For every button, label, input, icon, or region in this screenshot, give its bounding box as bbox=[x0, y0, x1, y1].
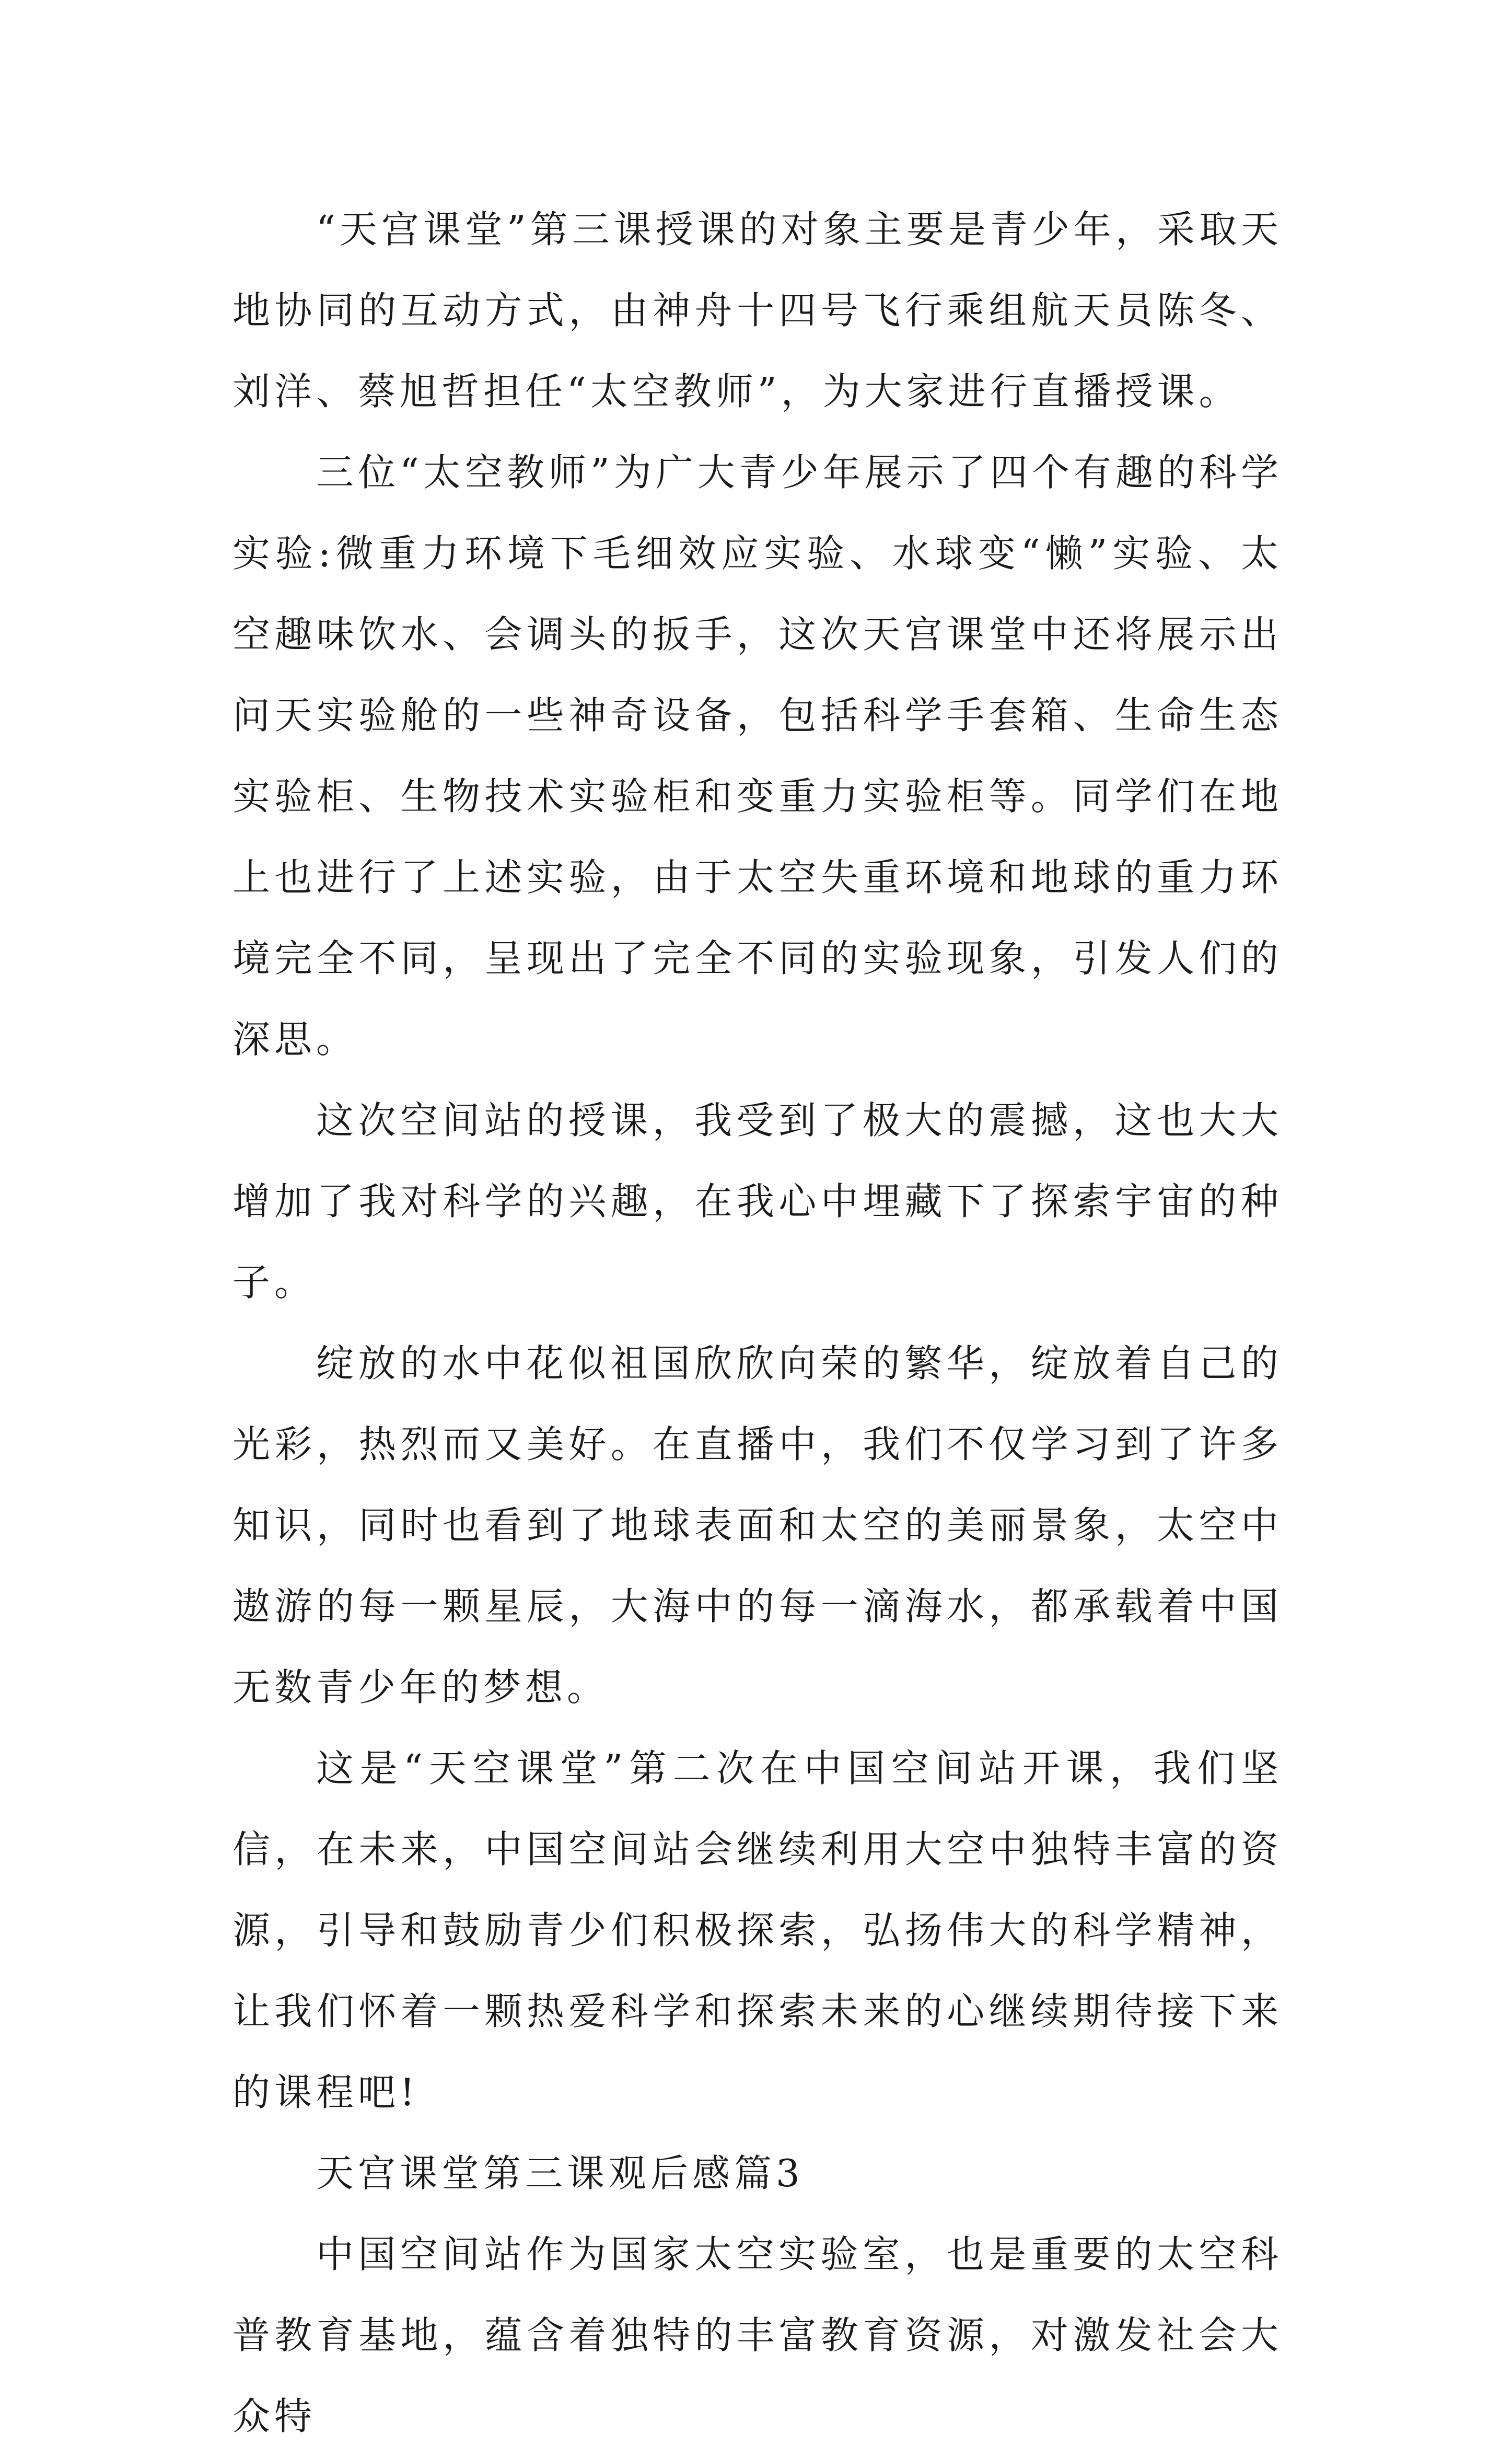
paragraph-6: 中国空间站作为国家太空实验室，也是重要的太空科普教育基地，蕴含着独特的丰富教育资源，对激发社会大众特 bbox=[232, 2232, 1283, 2438]
paragraph-4: 绽放的水中花似祖国欣欣向荣的繁华，绽放着自己的光彩，热烈而又美好。在直播中，我们不仅学习到了许多知识，同时也看到了地球表面和太空的美丽景象，太空中遨游的每一颗星辰，大海中的每一滴海水，都承载着中国无数青少年的梦想。 bbox=[232, 1341, 1283, 1709]
paragraph-3: 这次空间站的授课，我受到了极大的震撼，这也大大增加了我对科学的兴趣，在我心中埋藏下了探索宇宙的种子。 bbox=[232, 1098, 1283, 1304]
section-heading: 天宫课堂第三课观后感篇3 bbox=[316, 2151, 804, 2195]
paragraph-1: “天宫课堂”第三课授课的对象主要是青少年，采取天地协同的互动方式，由神舟十四号飞行乘组航天员陈冬、刘洋、蔡旭哲担任“太空教师”，为大家进行直播授课。 bbox=[232, 207, 1283, 413]
paragraph-2: 三位“太空教师”为广大青少年展示了四个有趣的科学实验:微重力环境下毛细效应实验、水球变“懒”实验、太空趣味饮水、会调头的扳手，这次天宫课堂中还将展示出问天实验舱的一些神奇设备，包括科学手套箱、生命生态实验柜、生物技术实验柜和变重力实验柜等。同学们在地上也进行了上述实验，由于太空失重环境和地球的重力环境完全不同，呈现出了完全不同的实验现象，引发人们的深思。 bbox=[232, 450, 1283, 1061]
document-body bbox=[232, 189, 1283, 2457]
paragraph-5: 这是“天空课堂”第二次在中国空间站开课，我们坚信，在未来，中国空间站会继续利用大空中独特丰富的资源，引导和鼓励青少们积极探索，弘扬伟大的科学精神，让我们怀着一颗热爱科学和探索未来的心继续期待接下来的课程吧! bbox=[232, 1746, 1283, 2114]
